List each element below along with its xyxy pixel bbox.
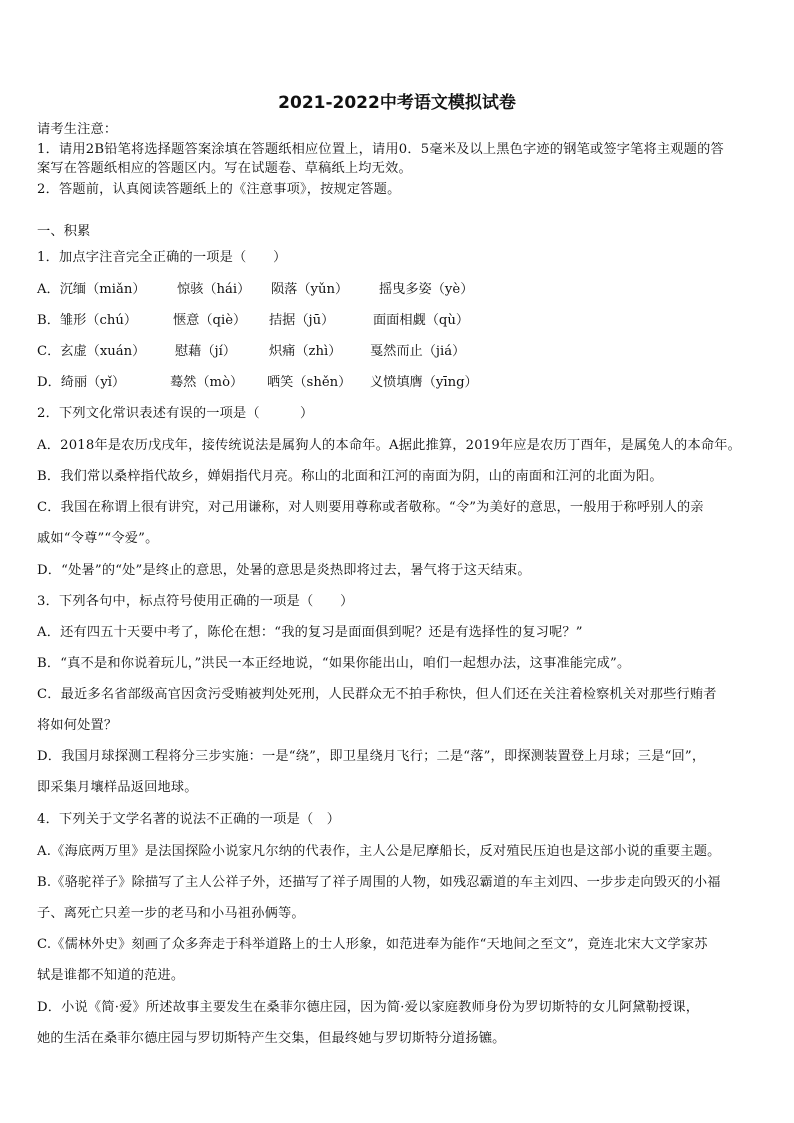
option-item: 义愤填膺（yīng） bbox=[370, 375, 478, 390]
option-item: 陨落（yǔn） bbox=[271, 282, 349, 297]
option-item: 炽痛（zhì） bbox=[269, 344, 342, 359]
option-item: 慰藉（jí） bbox=[175, 344, 237, 359]
option-item: 惬意（qiè） bbox=[173, 313, 247, 328]
option-line: 即采集月壤样品返回地球。 bbox=[37, 780, 198, 795]
option-line: A.《海底两万里》是法国探险小说家凡尔纳的代表作，主人公是尼摩船长，反对殖民压迫也是这部小说的重要主题。 bbox=[37, 844, 721, 859]
option-item: 拮据（jū） bbox=[269, 313, 335, 328]
option-line: B．“真不是和你说着玩儿，”洪民一本正经地说，“如果你能出山，咱们一起想办法，这事准能完成”。 bbox=[37, 656, 631, 671]
notice-line: 案写在答题纸相应的答题区内。写在试题卷、草稿纸上均无效。 bbox=[37, 161, 412, 176]
option-item: 蓦然（mò） bbox=[170, 375, 244, 390]
notice-line: 1．请用2B铅笔将选择题答案涂填在答题纸相应位置上，请用0．5毫米及以上黑色字迹的钢笔或签字笔将主观题的答 bbox=[37, 142, 724, 157]
page-title: 2021-2022中考语文模拟试卷 bbox=[278, 93, 516, 113]
option-item: 戛然而止（jiá） bbox=[370, 344, 466, 359]
option-line: D．我国月球探测工程将分三步实施：一是“绕”，即卫星绕月飞行；二是“落”，即探测装置登上月球；三是“回”， bbox=[37, 749, 706, 764]
option-line: B.《骆驼祥子》除描写了主人公祥子外，还描写了祥子周围的人物，如残忍霸道的车主刘四、一步步走向毁灭的小福 bbox=[37, 875, 721, 890]
question-stem: 4．下列关于文学名著的说法不正确的一项是（ ） bbox=[37, 812, 341, 827]
option-line: 子、离死亡只差一步的老马和小马祖孙俩等。 bbox=[37, 906, 305, 921]
option-item: 摇曳多姿（yè） bbox=[379, 282, 474, 297]
option-line: 轼是谁都不知道的范进。 bbox=[37, 968, 185, 983]
option-line: B．我们常以桑梓指代故乡，婵娟指代月亮。称山的北面和江河的南面为阴，山的南面和江河的北面为阳。 bbox=[37, 469, 663, 484]
option-line: D．“处暑”的“处”是终止的意思，处暑的意思是炎热即将过去，暑气将于这天结束。 bbox=[37, 563, 531, 578]
option-item: 惊骇（hái） bbox=[177, 282, 251, 297]
option-item: D．绮丽（yǐ） bbox=[37, 375, 126, 390]
option-line: 将如何处置？ bbox=[37, 718, 118, 733]
option-item: 哂笑（shěn） bbox=[267, 375, 352, 390]
option-line: A．2018年是农历戊戌年，接传统说法是属狗人的本命年。A据此推算，2019年应是农历丁酉年，是属兔人的本命年。 bbox=[37, 438, 741, 453]
option-line: C．最近多名省部级高官因贪污受贿被判处死刑，人民群众无不拍手称快，但人们还在关注着检察机关对那些行贿者 bbox=[37, 687, 717, 702]
option-item: 面面相觑（qù） bbox=[373, 313, 470, 328]
option-line: D．小说《简·爱》所述故事主要发生在桑菲尔德庄园，因为简·爱以家庭教师身份为罗切斯特的女儿阿黛勒授课， bbox=[37, 1000, 700, 1015]
option-line: C．我国在称谓上很有讲究，对己用谦称，对人则要用尊称或者敬称。“令”为美好的意思，一般用于称呼别人的亲 bbox=[37, 500, 704, 515]
section-heading: 一、积累 bbox=[37, 224, 91, 239]
question-stem: 1．加点字注音完全正确的一项是（ ） bbox=[37, 250, 287, 265]
option-line: 戚如“令尊”“令爱”。 bbox=[37, 531, 159, 546]
notice-heading: 请考生注意： bbox=[37, 122, 118, 137]
option-line: C.《儒林外史》刻画了众多奔走于科举道路上的士人形象，如范进奉为能作“天地间之至文”，竟连北宋大文学家苏 bbox=[37, 937, 708, 952]
question-stem: 2．下列文化常识表述有误的一项是（ ） bbox=[37, 406, 314, 421]
question-stem: 3．下列各句中，标点符号使用正确的一项是（ ） bbox=[37, 594, 354, 609]
option-item: A．沉缅（miǎn） bbox=[37, 282, 146, 297]
notice-line: 2．答题前，认真阅读答题纸上的《注意事项》，按规定答题。 bbox=[37, 182, 401, 197]
option-item: C．玄虚（xuán） bbox=[37, 344, 146, 359]
option-item: B．雏形（chú） bbox=[37, 313, 138, 328]
option-line: A．还有四五十天要中考了，陈伦在想：“我的复习是面面俱到呢？还是有选择性的复习呢？” bbox=[37, 625, 583, 640]
option-line: 她的生活在桑菲尔德庄园与罗切斯特产生交集，但最终她与罗切斯特分道扬镳。 bbox=[37, 1031, 506, 1046]
